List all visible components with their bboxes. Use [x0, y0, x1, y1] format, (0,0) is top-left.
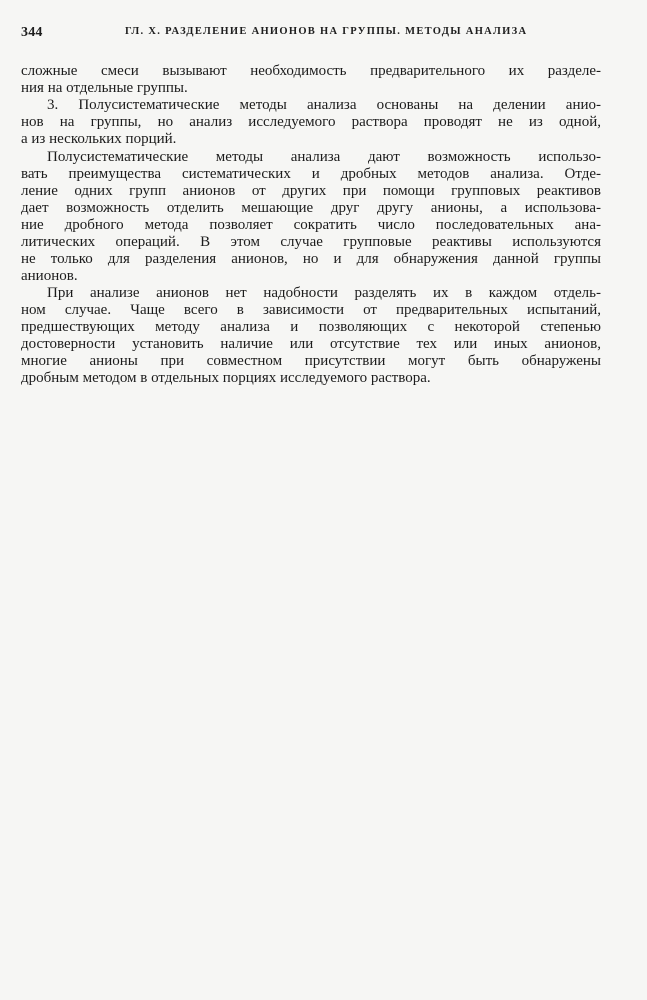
text-line: дробным методом в отдельных порциях исследуемого раствора. [21, 370, 431, 386]
text-line: достоверности установить наличие или отсутствие тех или иных анионов, [21, 336, 601, 352]
page-number: 344 [21, 25, 43, 40]
text-line: Полусистематические методы анализа дают возможность использо- [47, 149, 601, 165]
text-line: сложные смеси вызывают необходимость предварительного их разделе- [21, 63, 601, 79]
text-line: ния на отдельные группы. [21, 80, 188, 96]
text-line: нов на группы, но анализ исследуемого раствора проводят не из одной, [21, 114, 601, 130]
chapter-title: ГЛ. X. РАЗДЕЛЕНИЕ АНИОНОВ НА ГРУППЫ. МЕТОДЫ АНАЛИЗА [125, 26, 528, 37]
text-line: анионов. [21, 268, 78, 284]
text-line: ном случае. Чаще всего в зависимости от предварительных испытаний, [21, 302, 601, 318]
text-line: литических операций. В этом случае групповые реактивы используются [21, 234, 601, 250]
running-head [21, 25, 606, 43]
text-line: При анализе анионов нет надобности разделять их в каждом отдель- [47, 285, 601, 301]
text-line: многие анионы при совместном присутствии могут быть обнаружены [21, 353, 601, 369]
text-line: дает возможность отделить мешающие друг другу анионы, а использова- [21, 200, 601, 216]
text-line: ние дробного метода позволяет сократить число последовательных ана- [21, 217, 601, 233]
text-line: предшествующих методу анализа и позволяющих с некоторой степенью [21, 319, 601, 335]
text-line: а из нескольких порций. [21, 131, 177, 147]
text-line: 3. Полусистематические методы анализа основаны на делении анио- [47, 97, 601, 113]
text-line: ление одних групп анионов от других при помощи групповых реактивов [21, 183, 601, 199]
text-line: не только для разделения анионов, но и для обнаружения данной группы [21, 251, 601, 267]
text-line: вать преимущества систематических и дробных методов анализа. Отде- [21, 166, 601, 182]
